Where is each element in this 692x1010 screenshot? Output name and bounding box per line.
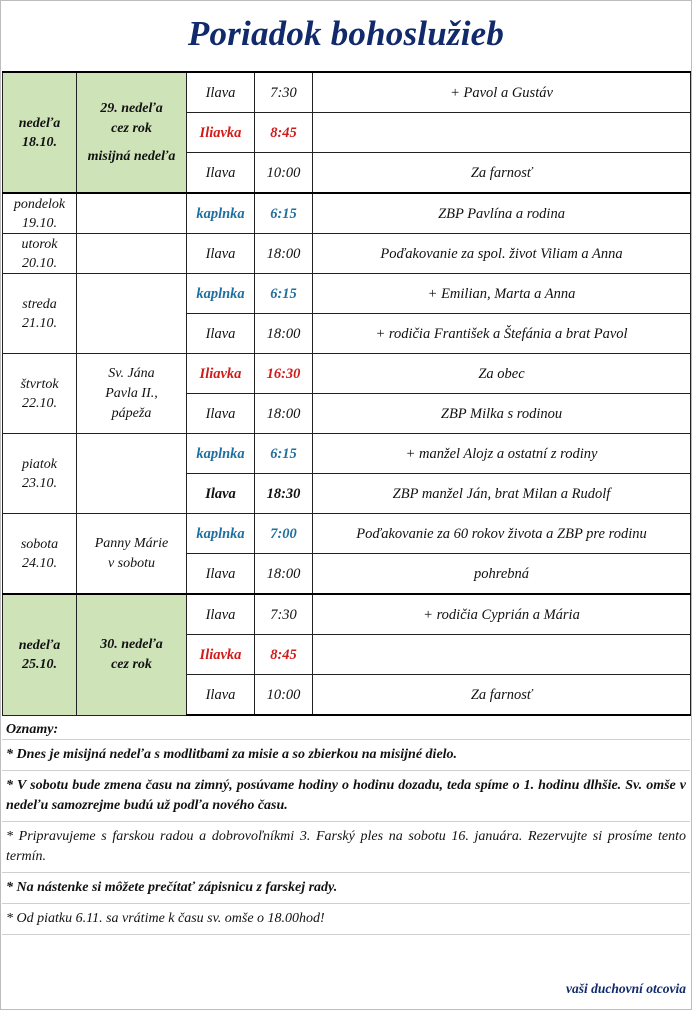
day-line: utorok [21,236,58,252]
schedule-row [3,193,691,234]
mass-time: 6:15 [255,274,313,314]
announcement-list [2,740,690,935]
mass-intention: + rodičia František a Štefánia a brat Pavol [313,314,691,354]
schedule-row [3,72,691,113]
mass-intention: Za farnosť [313,153,691,194]
mass-time: 10:00 [255,675,313,716]
schedule-body [3,72,691,715]
mass-place: Ilava [187,314,255,354]
mass-time: 18:00 [255,394,313,434]
day-cell [3,72,77,193]
announcement-item: * Od piatku 6.11. sa vrátime k času sv. omše o 18.00hod! [2,904,690,935]
day-cell [3,274,77,354]
mass-time: 10:00 [255,153,313,194]
mass-intention: Poďakovanie za 60 rokov života a ZBP pre rodinu [313,514,691,554]
mass-intention: ZBP Milka s rodinou [313,394,691,434]
feast-line: Pavla II., [105,385,158,401]
mass-time: 6:15 [255,193,313,234]
feast-line: Sv. Jána [108,365,155,381]
mass-intention [313,113,691,153]
mass-intention: + manžel Alojz a ostatní z rodiny [313,434,691,474]
feast-line: v sobotu [107,555,156,571]
day-cell [3,594,77,715]
day-line: streda [22,296,57,312]
mass-place: Ilava [187,675,255,716]
day-line: nedeľa [18,637,61,653]
schedule-row [3,354,691,394]
mass-time: 18:00 [255,314,313,354]
day-line: 19.10. [22,215,57,231]
announcement-item: * Na nástenke si môžete prečítať zápisnicu z farskej rady. [2,873,690,904]
day-line: 24.10. [22,555,57,571]
announcement-item: * Pripravujeme s farskou radou a dobrovoľníkmi 3. Farský ples na sobotu 16. januára. Rezervujte si prosíme tento termín. [2,822,690,873]
signature: vaši duchovní otcovia [566,981,686,996]
announcements-heading: Oznamy: [2,712,690,740]
schedule-table [2,71,691,716]
day-cell [3,234,77,274]
mass-intention: Za farnosť [313,675,691,716]
mass-time: 8:45 [255,113,313,153]
feast-cell [77,354,187,434]
day-line: štvrtok [20,376,59,392]
day-cell [3,514,77,595]
mass-place: kaplnka [187,514,255,554]
mass-place: kaplnka [187,434,255,474]
mass-time: 6:15 [255,434,313,474]
feast-cell [77,594,187,715]
mass-time: 7:30 [255,72,313,113]
mass-time: 18:30 [255,474,313,514]
day-line: pondelok [13,196,66,212]
feast-cell [77,72,187,193]
mass-time: 7:30 [255,594,313,635]
mass-place: Ilava [187,594,255,635]
feast-line: Panny Márie [94,535,169,551]
announcements [2,712,690,935]
mass-place: Ilava [187,234,255,274]
day-cell [3,434,77,514]
day-line: 25.10. [22,656,57,672]
mass-place: Ilava [187,474,255,514]
mass-place: Ilava [187,153,255,194]
announcement-item: * Dnes je misijná nedeľa s modlitbami za misie a so zbierkou na misijné dielo. [2,740,690,771]
schedule-row [3,274,691,314]
day-line: 23.10. [22,475,57,491]
feast-cell [77,193,187,234]
mass-time: 16:30 [255,354,313,394]
day-cell [3,193,77,234]
day-line: sobota [20,536,59,552]
day-line: piatok [22,456,57,472]
mass-time: 7:00 [255,514,313,554]
day-line: 21.10. [22,315,57,331]
feast-line: cez rok [111,120,152,136]
schedule-row [3,594,691,635]
announcement-item: * V sobotu bude zmena času na zimný, posúvame hodiny o hodinu dozadu, teda spíme o 1. hodinu dlhšie. Sv. omše v nedeľu samozrejme budú už podľa nového času. [2,771,690,822]
schedule-row [3,434,691,474]
mass-place: Ilava [187,72,255,113]
mass-intention: pohrebná [313,554,691,595]
mass-place: kaplnka [187,193,255,234]
mass-intention: Za obec [313,354,691,394]
mass-intention: + Pavol a Gustáv [313,72,691,113]
feast-line: pápeža [111,405,152,421]
day-line: 20.10. [22,255,57,271]
feast-line: 29. nedeľa [100,100,163,116]
day-line: 22.10. [22,395,57,411]
mass-intention: Poďakovanie za spol. život Viliam a Anna [313,234,691,274]
mass-intention: ZBP manžel Ján, brat Milan a Rudolf [313,474,691,514]
schedule-row [3,514,691,554]
feast-line: cez rok [111,656,152,672]
day-line: 18.10. [22,134,57,150]
mass-place: Iliavka [187,635,255,675]
mass-place: Iliavka [187,113,255,153]
mass-place: kaplnka [187,274,255,314]
mass-place: Ilava [187,394,255,434]
mass-place: Iliavka [187,354,255,394]
feast-cell [77,514,187,595]
mass-time: 18:00 [255,234,313,274]
mass-intention: + Emilian, Marta a Anna [313,274,691,314]
day-cell [3,354,77,434]
feast-line: 30. nedeľa [100,636,163,652]
feast-cell [77,234,187,274]
schedule-row [3,234,691,274]
feast-line: misijná nedeľa [87,148,176,164]
feast-cell [77,434,187,514]
mass-time: 8:45 [255,635,313,675]
mass-intention: + rodičia Cyprián a Mária [313,594,691,635]
mass-place: Ilava [187,554,255,595]
feast-cell [77,274,187,354]
mass-intention: ZBP Pavlína a rodina [313,193,691,234]
day-line: nedeľa [18,115,61,131]
feast-line [77,139,186,147]
mass-time: 18:00 [255,554,313,595]
page-title: Poriadok bohoslužieb [187,14,505,53]
mass-intention [313,635,691,675]
